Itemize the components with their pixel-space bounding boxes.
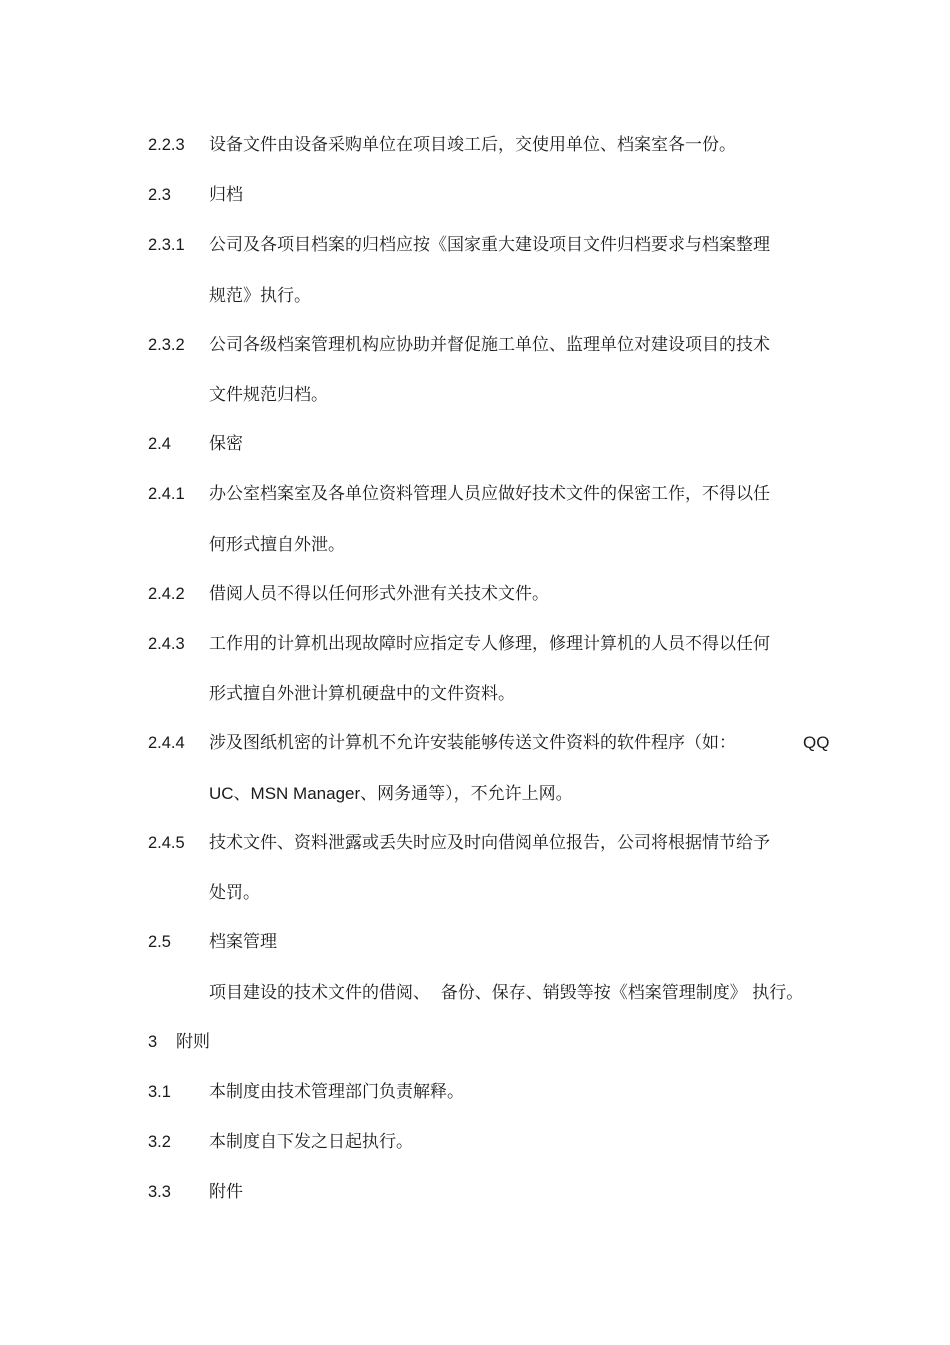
clause-text-continued: 何形式擅自外泄。	[209, 535, 345, 555]
clause-number: 2.4.3	[148, 635, 185, 653]
clause-text: 工作用的计算机出现故障时应指定专人修理，修理计算机的人员不得以任何	[209, 634, 770, 654]
clause-text: 公司各级档案管理机构应协助并督促施工单位、监理单位对建设项目的技术	[209, 335, 770, 355]
section-text: 本制度自下发之日起执行。	[209, 1132, 413, 1152]
section-title: 档案管理	[209, 932, 277, 952]
clause-number: 2.4.4	[148, 734, 185, 752]
clause-text-continued	[209, 779, 573, 809]
section-number: 3.2	[148, 1133, 171, 1151]
clause-text-continued: 处罚。	[209, 883, 260, 903]
section-number: 2.5	[148, 933, 171, 951]
section-number: 2.4	[148, 435, 171, 453]
clause-text: 技术文件、资料泄露或丢失时应及时向借阅单位报告，公司将根据情节给予	[209, 833, 770, 853]
software-names: UC、MSN Manager、	[209, 784, 378, 803]
clause-number: 2.2.3	[148, 136, 185, 154]
section-body-text: 项目建设的技术文件的借阅、 备份、保存、销毁等按《档案管理制度》 执行。	[209, 983, 804, 1003]
section-title: 归档	[209, 185, 243, 205]
clause-text: 公司及各项目档案的归档应按《国家重大建设项目文件归档要求与档案整理	[209, 235, 770, 255]
section-text: 本制度由技术管理部门负责解释。	[209, 1082, 464, 1102]
clause-number: 2.4.5	[148, 834, 185, 852]
clause-number: 2.4.2	[148, 585, 185, 603]
section-text: 附件	[209, 1182, 243, 1202]
clause-text: 涉及图纸机密的计算机不允许安装能够传送文件资料的软件程序（如：	[209, 733, 736, 753]
clause-text: 借阅人员不得以任何形式外泄有关技术文件。	[209, 584, 549, 604]
clause-text-continued: 形式擅自外泄计算机硬盘中的文件资料。	[209, 684, 515, 704]
section-title: 保密	[209, 434, 243, 454]
clause-number: 2.3.1	[148, 236, 185, 254]
clause-text: 设备文件由设备采购单位在项目竣工后，交使用单位、档案室各一份。	[209, 135, 736, 155]
clause-text-rest: 网务通等），不允许上网。	[377, 784, 573, 804]
section-number: 2.3	[148, 186, 171, 204]
clause-number: 2.4.1	[148, 485, 185, 503]
clause-text: 办公室档案室及各单位资料管理人员应做好技术文件的保密工作，不得以任	[209, 484, 770, 504]
clause-number: 2.3.2	[148, 336, 185, 354]
section-number: 3.1	[148, 1083, 171, 1101]
clause-text-tail: QQ	[803, 733, 830, 752]
chapter-title: 附则	[176, 1032, 210, 1052]
clause-text-continued: 规范》执行。	[209, 286, 311, 306]
clause-text-continued: 文件规范归档。	[209, 385, 328, 405]
chapter-number: 3	[148, 1033, 158, 1051]
section-number: 3.3	[148, 1183, 171, 1201]
